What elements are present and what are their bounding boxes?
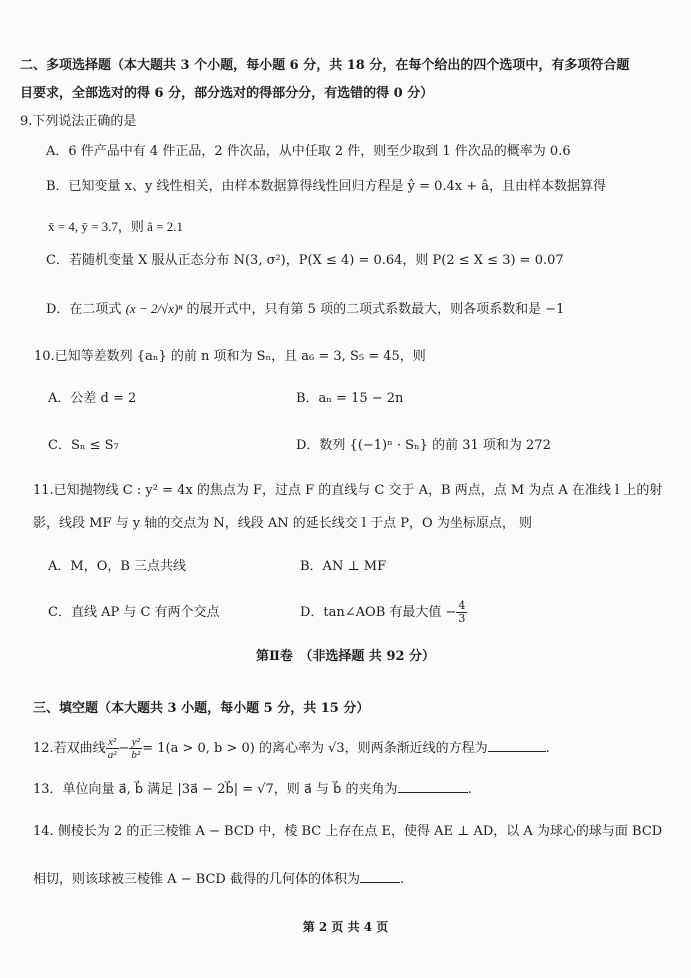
q13: 13．单位向量 a⃗, b⃗ 满足 |3a⃗ − 2b⃗| = √7，则 a⃗ 与 b⃗ 的夹角为 .	[33, 782, 472, 797]
q9-d-suffix: 的展开式中，只有第 5 项的二项式系数最大，则各项系数和是 −1	[186, 302, 565, 317]
q10-option-d: D．数列 {(−1)ⁿ · Sₙ} 的前 31 项和为 272	[296, 438, 551, 453]
q9-option-b-line1: B．已知变量 x、y 线性相关，由样本数据算得线性回归方程是 ŷ = 0.4x + â，且由样本数据算得	[46, 179, 607, 194]
q12-frac-y: $\frac{\text{y²}}{\text{b²}}$	[131, 736, 141, 761]
q9-option-b-line2: x̄ = 4, ȳ = 3.7，则 â = 2.1	[48, 219, 184, 234]
q11-option-d	[300, 598, 467, 628]
q11-d-prefix: D．tan∠AOB 有最大值 −	[300, 605, 457, 620]
q10-option-b: B．aₙ = 15 − 2n	[296, 391, 404, 406]
q12: 12.若双曲线 $\frac{\text{x²}}{\text{a²}}$ − $\frac{\text{y²}}{\text{b²}}$ = 1(a > 0, b > 0) 的离心率为 √3，则两条渐近线的方程为 .	[33, 736, 550, 761]
q9-option-c: C．若随机变量 X 服从正态分布 N(3, σ²)，P(X ≤ 4) = 0.64，则 P(2 ≤ X ≤ 3) = 0.07	[46, 253, 564, 268]
section3-header: 三、填空题（本大题共 3 小题，每小题 5 分，共 15 分）	[33, 701, 370, 716]
q11-option-c: C．直线 AP 与 C 有两个交点	[48, 605, 220, 620]
q11-stem-line2: 影，线段 MF 与 y 轴的交点为 N，线段 AN 的延长线交 l 于点 P，O 为坐标原点， 则	[33, 516, 532, 531]
q9-stem: 9.下列说法正确的是	[20, 114, 137, 129]
q9-option-d	[46, 300, 564, 319]
q11-option-b: B．AN ⊥ MF	[300, 559, 387, 574]
q13-answer-blank[interactable]	[398, 780, 468, 793]
q12-frac-x: $\frac{\text{x²}}{\text{a²}}$	[107, 736, 117, 761]
q9-d-binomial: (x − 2/√x)ⁿ	[125, 301, 183, 316]
q9-d-prefix: D．在二项式	[46, 302, 122, 317]
q12-answer-blank[interactable]	[488, 739, 546, 752]
q10-option-a: A．公差 d = 2	[48, 391, 137, 406]
q10-option-c: C．Sₙ ≤ S₇	[48, 438, 119, 453]
part2-title: 第Ⅱ卷 （非选择题 共 92 分）	[255, 649, 436, 664]
q11-d-fraction: $\frac{4}{3}$	[458, 599, 466, 625]
q14-answer-blank[interactable]	[360, 870, 400, 883]
q14-line1: 14. 侧棱长为 2 的正三棱锥 A − BCD 中，棱 BC 上存在点 E，使得 AE ⊥ AD，以 A 为球心的球与面 BCD	[33, 824, 663, 839]
section2-header-line1: 二、多项选择题（本大题共 3 个小题，每小题 6 分，共 18 分，在每个给出的四个选项中，有多项符合题	[20, 58, 630, 73]
q9-option-a: A．6 件产品中有 4 件正品，2 件次品，从中任取 2 件，则至少取到 1 件次品的概率为 0.6	[46, 144, 571, 159]
q14-line2: 相切，则该球被三棱锥 A − BCD 截得的几何体的体积为 .	[33, 872, 405, 887]
q10-stem: 10.已知等差数列 {aₙ} 的前 n 项和为 Sₙ，且 a₆ = 3, S₅ = 45，则	[34, 349, 426, 364]
q11-option-a: A．M，O，B 三点共线	[48, 559, 187, 574]
page-footer: 第 2 页 共 4 页	[302, 920, 389, 934]
q11-stem-line1: 11.已知抛物线 C : y² = 4x 的焦点为 F，过点 F 的直线与 C 交于 A，B 两点，点 M 为点 A 在准线 l 上的射	[33, 483, 663, 498]
section2-header-line2: 目要求，全部选对的得 6 分，部分选对的得部分分，有选错的得 0 分）	[20, 86, 434, 101]
